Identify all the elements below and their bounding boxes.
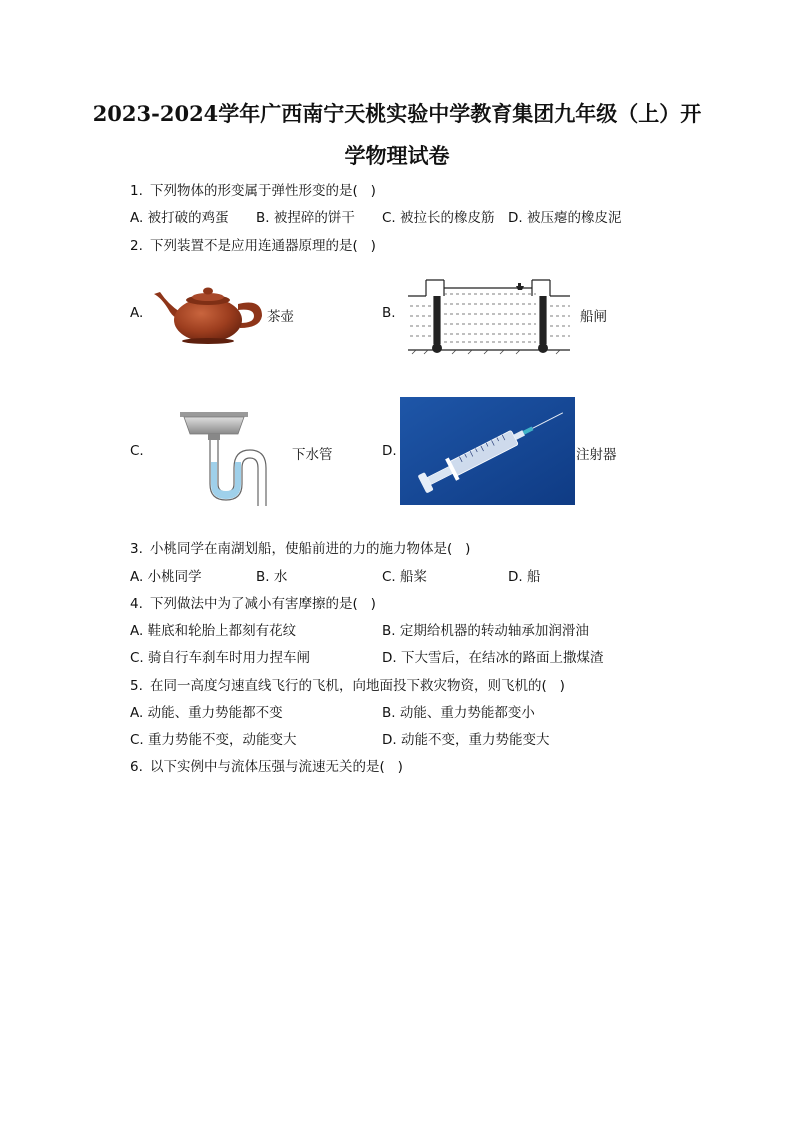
question-text: 在同一高度匀速直线飞行的飞机，向地面投下救灾物资，则飞机的( ): [150, 678, 565, 694]
question-3: [130, 537, 470, 557]
q3-option-d: D. 船: [508, 569, 541, 585]
question-2: [130, 234, 376, 254]
q5-option-b: B. 动能、重力势能都变小: [382, 705, 535, 721]
question-6: [130, 755, 403, 775]
q2-caption-d: 注射器: [576, 447, 617, 463]
syringe-image: [400, 397, 575, 505]
q4-option-a: A. 鞋底和轮胎上都刻有花纹: [130, 623, 297, 639]
q4-option-d: D. 下大雪后，在结冰的路面上撒煤渣: [382, 650, 604, 666]
question-text: 下列做法中为了减小有害摩擦的是( ): [150, 596, 376, 612]
teapot-image: [150, 278, 266, 346]
ship-lock-image: [406, 276, 572, 358]
q4-option-b: B. 定期给机器的转动轴承加润滑油: [382, 623, 589, 639]
q5-option-c: C. 重力势能不变，动能变大: [130, 732, 297, 748]
question-text: 下列装置不是应用连通器原理的是( ): [150, 238, 376, 254]
question-number: 6.: [130, 759, 143, 775]
question-5: [130, 674, 565, 694]
q3-option-b: B. 水: [256, 569, 288, 585]
drain-pipe-image: [176, 408, 272, 508]
question-number: 4.: [130, 596, 143, 612]
title-line-1: 2023-2024学年广西南宁天桃实验中学教育集团九年级（上）开: [92, 101, 702, 126]
q4-option-c: C. 骑自行车刹车时用力捏车闸: [130, 650, 311, 666]
q2-caption-a: 茶壶: [267, 309, 294, 325]
q2-caption-b: 船闸: [580, 309, 607, 325]
title-line-2: 学物理试卷: [344, 143, 450, 168]
q3-option-c: C. 船桨: [382, 569, 428, 585]
q1-option-a: A. 被打破的鸡蛋: [130, 210, 229, 226]
question-number: 2.: [130, 238, 143, 254]
q2-option-d: D.: [382, 443, 397, 459]
question-text: 以下实例中与流体压强与流速无关的是( ): [150, 759, 403, 775]
question-number: 1.: [130, 183, 143, 199]
q1-option-d: D. 被压瘪的橡皮泥: [508, 210, 622, 226]
question-number: 5.: [130, 678, 143, 694]
question-1: [130, 179, 376, 199]
question-4: [130, 592, 376, 612]
question-text: 下列物体的形变属于弹性形变的是( ): [150, 183, 376, 199]
q2-option-b: B.: [382, 305, 396, 321]
question-text: 小桃同学在南湖划船，使船前进的力的施力物体是( ): [150, 541, 471, 557]
q1-option-c: C. 被拉长的橡皮筋: [382, 210, 495, 226]
q1-option-b: B. 被捏碎的饼干: [256, 210, 355, 226]
q5-option-a: A. 动能、重力势能都不变: [130, 705, 283, 721]
q2-caption-c: 下水管: [292, 447, 333, 463]
q2-option-a: A.: [130, 305, 144, 321]
q2-option-c: C.: [130, 443, 144, 459]
question-number: 3.: [130, 541, 143, 557]
q3-option-a: A. 小桃同学: [130, 569, 202, 585]
q5-option-d: D. 动能不变，重力势能变大: [382, 732, 550, 748]
